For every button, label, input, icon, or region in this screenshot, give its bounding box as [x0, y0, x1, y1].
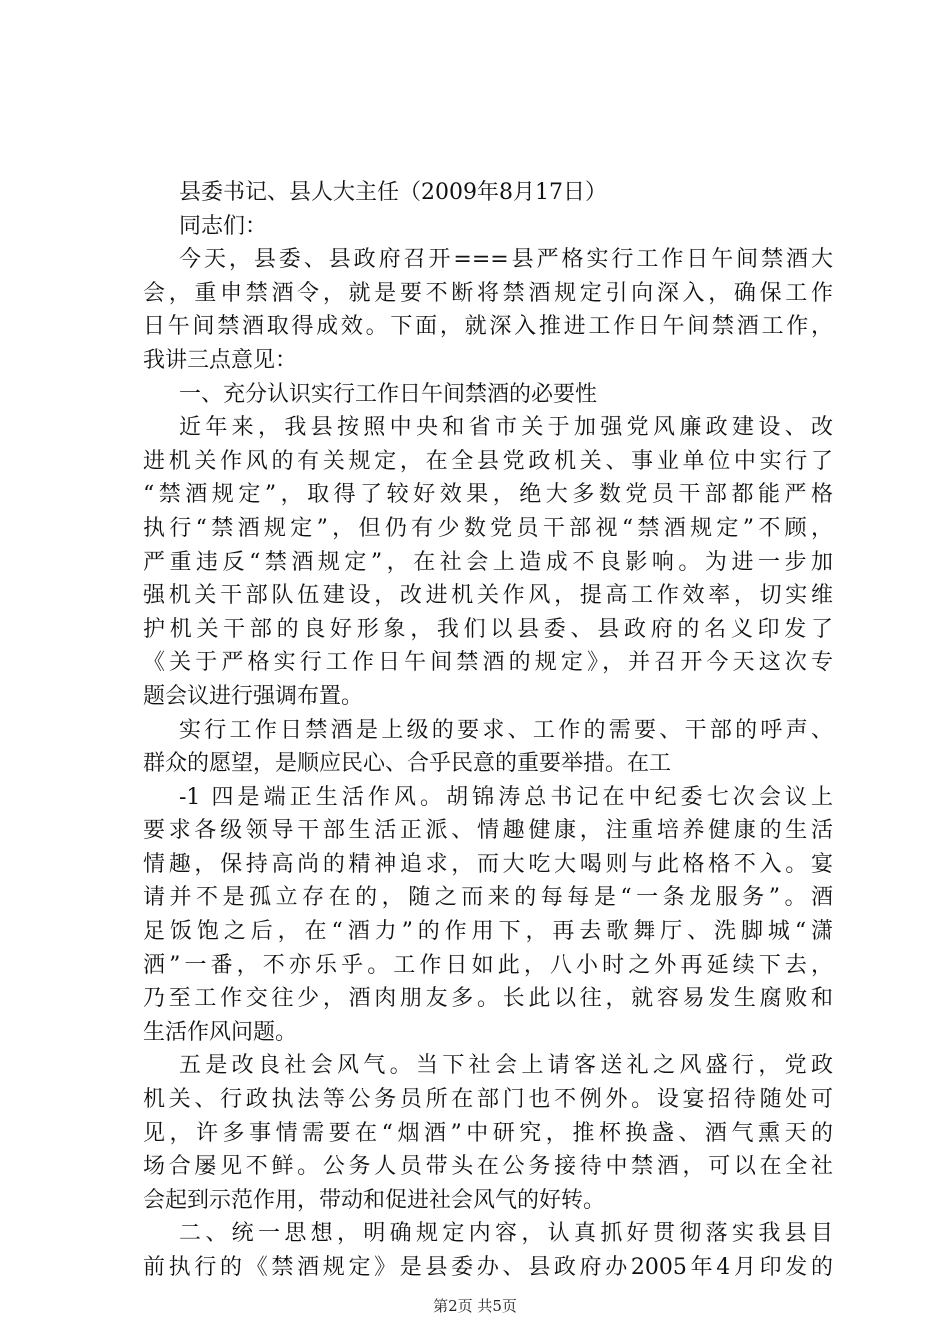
paragraph-line: 见，许多事情需要在“烟酒”中研究，推杯换盏、酒气熏天的 [143, 1120, 833, 1146]
paragraph-line: 执行“禁酒规定”，但仍有少数党员干部视“禁酒规定”不顾， [143, 515, 833, 541]
paragraph-line: 前执行的《禁酒规定》是县委办、县政府办2005年4月印发的 [143, 1255, 833, 1280]
paragraph-line: 情趣，保持高尚的精神追求，而大吃大喝则与此格格不入。宴 [143, 851, 833, 877]
paragraph-line: 生活作风问题。 [143, 1019, 298, 1045]
salutation: 同志们： [179, 213, 268, 239]
paragraph-line: 《关于严格实行工作日午间禁酒的规定》，并召开今天这次专 [143, 650, 833, 676]
paragraph-line: 场合屡见不鲜。公务人员带头在公务接待中禁酒，可以在全社 [143, 1154, 833, 1180]
paragraph-line: 会起到示范作用，带动和促进社会风气的好转。 [143, 1187, 606, 1213]
paragraph-line: 乃至工作交往少，酒肉朋友多。长此以往，就容易发生腐败和 [143, 986, 833, 1012]
paragraph-line: 足饭饱之后，在“酒力”的作用下，再去歌舞厅、洗脚城“潇 [143, 919, 833, 945]
paragraph-line: 今天，县委、县政府召开===县严格实行工作日午间禁酒大 [179, 247, 833, 273]
paragraph-line: 群众的愿望，是顺应民心、合乎民意的重要举措。在工 [143, 751, 672, 777]
paragraph-line: 近年来，我县按照中央和省市关于加强党风廉政建设、改 [179, 415, 833, 441]
document-body [143, 176, 833, 1285]
paragraph-line: 日午间禁酒取得成效。下面，就深入推进工作日午间禁酒工作， [143, 314, 833, 340]
paragraph-line: 强机关干部队伍建设，改进机关作风，提高工作效率，切实维 [143, 583, 833, 609]
paragraph-line: 严重违反“禁酒规定”，在社会上造成不良影响。为进一步加 [143, 549, 833, 575]
paragraph-line: -1 四是端正生活作风。胡锦涛总书记在中纪委七次会议上 [179, 784, 833, 810]
paragraph-line: 洒”一番，不亦乐乎。工作日如此，八小时之外再延续下去， [143, 952, 833, 978]
paragraph-line: 护机关干部的良好形象，我们以县委、县政府的名义印发了 [143, 616, 833, 642]
paragraph-line: 要求各级领导干部生活正派、情趣健康，注重培养健康的生活 [143, 818, 833, 844]
paragraph-line: 实行工作日禁酒是上级的要求、工作的需要、干部的呼声、 [179, 717, 833, 743]
author-line: 县委书记、县人大主任（2009年8月17日） [179, 180, 607, 205]
paragraph-line: “禁酒规定”，取得了较好效果，绝大多数党员干部都能严格 [143, 482, 833, 508]
page-number-footer: 第2页 共5页 [433, 1297, 517, 1315]
paragraph-line: 我讲三点意见： [143, 347, 298, 373]
paragraph-line: 请并不是孤立存在的，随之而来的每每是“一条龙服务”。酒 [143, 885, 833, 911]
paragraph-line: 进机关作风的有关规定，在全县党政机关、事业单位中实行了 [143, 448, 833, 474]
paragraph-line: 五是改良社会风气。当下社会上请客送礼之风盛行，党政 [179, 1053, 833, 1079]
paragraph-line: 会，重申禁酒令，就是要不断将禁酒规定引向深入，确保工作 [143, 280, 833, 306]
section-heading: 一、充分认识实行工作日午间禁酒的必要性 [179, 381, 598, 407]
section-heading: 二、统一思想，明确规定内容，认真抓好贯彻落实我县目 [179, 1221, 833, 1247]
paragraph-line: 机关、行政执法等公务员所在部门也不例外。设宴招待随处可 [143, 1087, 833, 1113]
paragraph-line: 题会议进行强调布置。 [143, 683, 364, 709]
